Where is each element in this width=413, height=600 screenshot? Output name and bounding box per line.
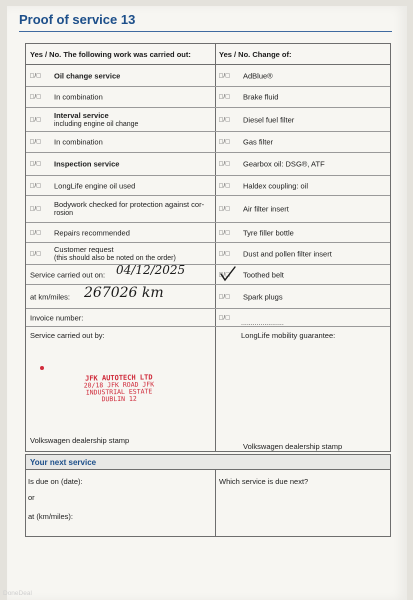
row-label: LongLife engine oil used	[54, 181, 136, 190]
invoice-label: Invoice number:	[30, 313, 84, 322]
row-label: Tyre filler bottle	[243, 228, 294, 237]
yes-no-checkbox[interactable]: □/□	[219, 182, 231, 189]
dealer-stamp-label-left: Volkswagen dealership stamp	[30, 436, 130, 445]
next-or-label: or	[28, 493, 35, 502]
dealer-stamp-label-right: Volkswagen dealership stamp	[243, 442, 343, 451]
next-which-service-label[interactable]: Which service is due next?	[219, 477, 309, 486]
row-label	[54, 200, 204, 218]
service-table	[25, 43, 391, 452]
stamp-line-3: INDUSTRIAL ESTATE	[85, 387, 153, 397]
right-row-pollen-filter	[215, 243, 390, 265]
next-service-title: Your next service	[26, 455, 390, 470]
right-row-adblue	[215, 65, 390, 87]
right-row-brake-fluid	[215, 87, 390, 108]
mobility-dots: ......................	[241, 320, 284, 327]
yes-no-checkbox[interactable]: □/□	[30, 72, 42, 79]
row-label-sub: rosion	[54, 210, 74, 217]
next-service-box	[25, 454, 391, 537]
row-label-sub: (this should also be noted on the order)	[54, 254, 176, 262]
row-label: Spark plugs	[243, 292, 283, 301]
left-row-longlife	[26, 176, 215, 196]
check-mark-icon	[219, 266, 237, 282]
yes-no-checkbox[interactable]: □/□	[219, 250, 231, 257]
stamp-line-1: JFK AUTOTECH LTD	[85, 373, 153, 383]
dealer-stamp	[76, 374, 162, 403]
yes-no-checkbox[interactable]: □/□	[219, 229, 231, 236]
left-row-inspection	[26, 153, 215, 176]
yes-no-checkbox[interactable]: □/□	[30, 229, 42, 236]
right-row-gearbox-oil	[215, 153, 390, 176]
invoice-field[interactable]	[26, 309, 215, 327]
row-label: In combination	[54, 92, 103, 102]
service-date-label: Service carried out on:	[30, 270, 106, 279]
row-label	[54, 111, 138, 129]
row-label: Haldex coupling: oil	[243, 181, 309, 190]
stamp-line-4: DUBLIN 12	[101, 394, 137, 404]
right-row-tyre-filler	[215, 223, 390, 243]
left-row-customer-request	[26, 243, 215, 265]
yes-no-checkbox[interactable]: □/□	[219, 271, 231, 278]
yes-no-checkbox[interactable]: □/□	[219, 116, 231, 123]
left-row-combination-1	[26, 87, 215, 108]
right-row-diesel-filter	[215, 108, 390, 132]
yes-no-checkbox[interactable]: □/□	[30, 182, 42, 189]
yes-no-checkbox[interactable]: □/□	[219, 293, 231, 300]
yes-no-checkbox[interactable]: □/□	[219, 93, 231, 101]
next-service-divider	[215, 470, 216, 536]
left-row-repairs	[26, 223, 215, 243]
row-label: AdBlue®	[243, 71, 273, 80]
row-label: Brake fluid	[243, 92, 279, 102]
right-row-haldex	[215, 176, 390, 196]
yes-no-checkbox[interactable]: □/□	[30, 116, 42, 123]
left-row-interval	[26, 108, 215, 132]
row-label	[54, 245, 176, 263]
yes-no-checkbox[interactable]: □/□	[219, 205, 231, 213]
yes-no-checkbox[interactable]: □/□	[30, 250, 42, 257]
yes-no-checkbox[interactable]: □/□	[30, 138, 42, 146]
row-label: Dust and pollen filter insert	[243, 249, 332, 258]
service-date-handwritten: 04/12/2025	[116, 263, 186, 277]
left-row-bodywork	[26, 196, 215, 223]
mobility-guarantee-label: LongLife mobility guarantee:	[241, 331, 336, 340]
row-label-main: Interval service	[54, 110, 109, 120]
left-row-combination-2	[26, 132, 215, 153]
row-label: In combination	[54, 137, 103, 147]
right-row-spark-plugs	[215, 285, 390, 309]
yes-no-checkbox[interactable]: □/□	[30, 205, 42, 213]
yes-no-checkbox[interactable]: □/□	[219, 160, 231, 168]
row-label: Repairs recommended	[54, 228, 130, 237]
yes-no-checkbox[interactable]: □/□	[219, 72, 231, 79]
right-row-gas-filter	[215, 132, 390, 153]
watermark: DoneDeal	[3, 590, 32, 597]
row-label-main: Bodywork checked for protection against cor-	[54, 200, 205, 209]
row-label: Oil change service	[54, 71, 121, 80]
next-due-date-label[interactable]: Is due on (date):	[28, 477, 83, 486]
row-label: Inspection service	[54, 159, 120, 169]
row-label: Gas filter	[243, 137, 274, 147]
row-label-sub: including engine oil change	[54, 120, 139, 128]
right-row-toothed-belt	[215, 265, 390, 285]
km-label: at km/miles:	[30, 292, 71, 301]
page-title: Proof of service 13	[19, 12, 136, 27]
carried-out-by-label: Service carried out by:	[30, 331, 105, 340]
yes-no-checkbox[interactable]: □/□	[30, 160, 42, 168]
km-handwritten: 267026 km	[84, 285, 164, 301]
right-header: Yes / No. Change of:	[215, 44, 390, 65]
right-row-air-filter	[215, 196, 390, 223]
row-label: Toothed belt	[243, 270, 284, 279]
row-label-main: Customer request	[54, 244, 114, 254]
row-label: Diesel fuel filter	[243, 115, 295, 124]
row-label: Gearbox oil: DSG®, ATF	[243, 159, 325, 169]
stamp-line-2: 20/18 JFK ROAD JFK	[83, 380, 155, 390]
yes-no-checkbox[interactable]: □/□	[30, 93, 42, 101]
yes-no-checkbox[interactable]: □/□	[219, 314, 231, 321]
row-label: Air filter insert	[243, 204, 289, 214]
yes-no-checkbox[interactable]: □/□	[219, 138, 231, 146]
ink-dot	[40, 366, 44, 370]
left-row-oil-change	[26, 65, 215, 87]
left-header: Yes / No. The following work was carried out:	[26, 44, 215, 65]
title-rule	[19, 31, 392, 32]
next-km-label[interactable]: at (km/miles):	[28, 512, 73, 521]
